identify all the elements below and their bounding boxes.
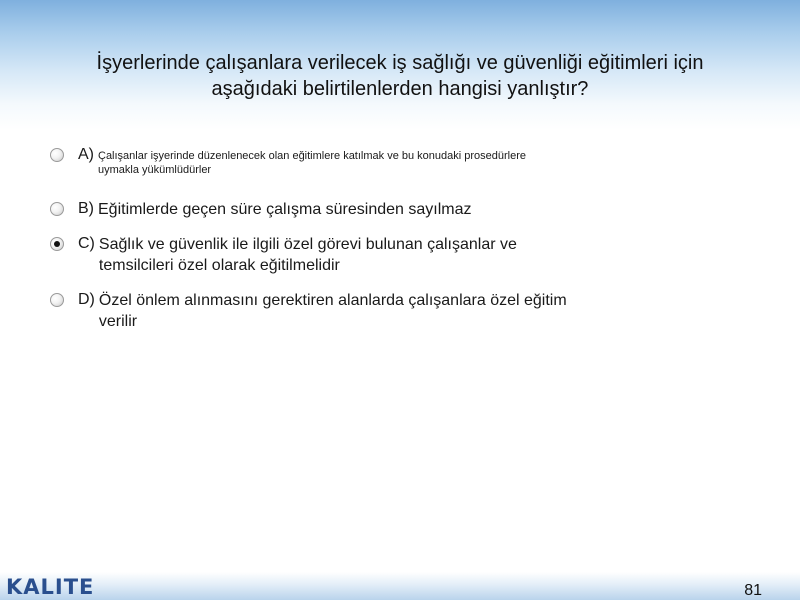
option-a-radio[interactable] (50, 148, 64, 162)
option-a-letter: A) (78, 146, 94, 163)
kalite-logo: KALITE (6, 575, 95, 599)
option-d[interactable] (50, 290, 570, 332)
option-d-radio[interactable] (50, 293, 64, 307)
page-number: 81 (744, 582, 762, 599)
question-line-2: aşağıdaki belirtilenlerden hangisi yanlıştır? (211, 78, 589, 100)
question-title (30, 50, 770, 102)
option-a-text: Çalışanlar işyerinde düzenlenecek olan eğitimlere katılmak ve bu konudaki prosedürlere uymakla yükümlüdürler (98, 150, 527, 176)
option-d-text: Özel önlem alınmasını gerektiren alanlarda çalışanlara özel eğitim verilir (98, 292, 567, 330)
option-c-radio[interactable] (50, 237, 64, 251)
answer-options (50, 145, 570, 346)
option-b-letter: B) (78, 200, 94, 217)
option-c-text: Sağlık ve güvenlik ile ilgili özel görevi bulunan çalışanlar ve temsilcileri özel olarak eğitilmelidir (98, 236, 517, 274)
question-line-1: İşyerlerinde çalışanlara verilecek iş sağlığı ve güvenliği eğitimleri için (96, 52, 704, 74)
option-c-letter: C) (78, 235, 95, 252)
option-c[interactable] (50, 234, 570, 276)
footer-background (0, 572, 800, 600)
option-b[interactable] (50, 199, 570, 220)
option-a[interactable] (50, 145, 570, 177)
option-b-radio[interactable] (50, 202, 64, 216)
option-d-letter: D) (78, 291, 95, 308)
option-b-text: Eğitimlerde geçen süre çalışma süresinden sayılmaz (98, 201, 472, 218)
